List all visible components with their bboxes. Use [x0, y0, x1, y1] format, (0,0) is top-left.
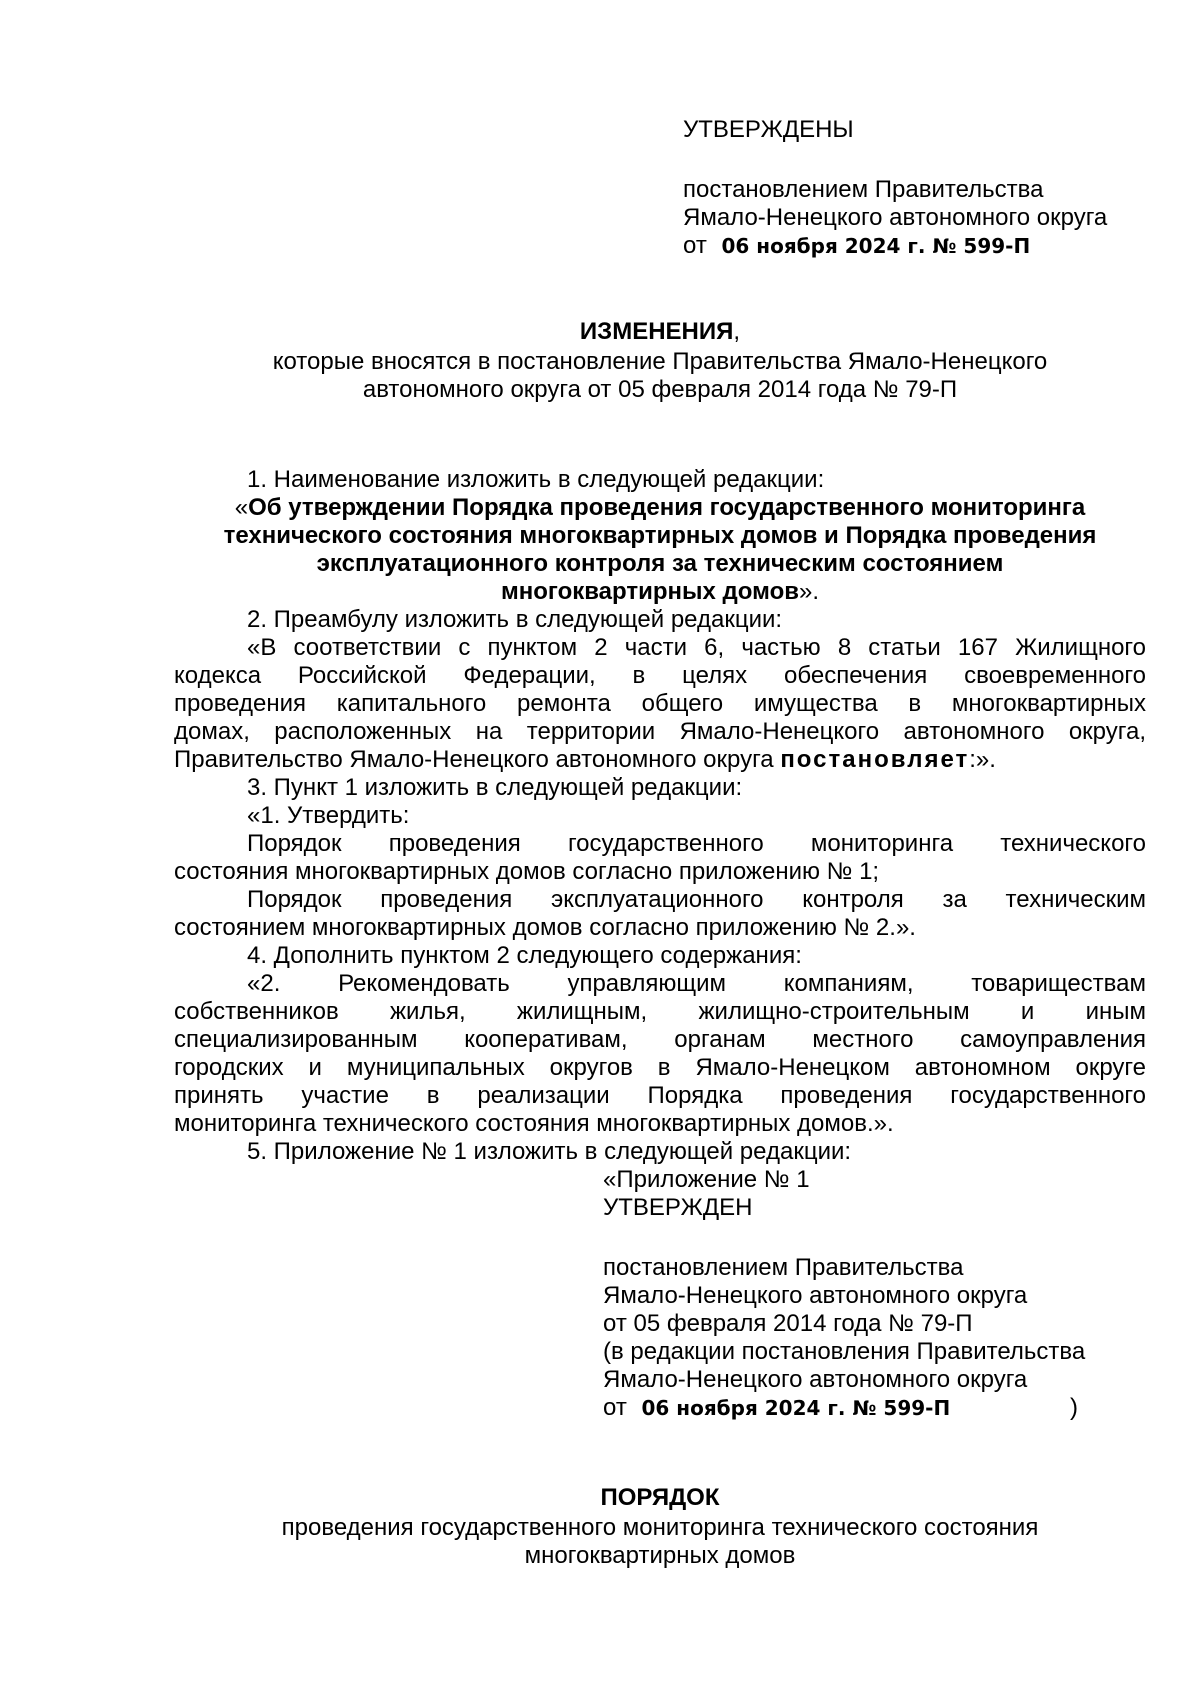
- item-3: 3. Пункт 1 изложить в следующей редакции:: [247, 774, 743, 801]
- order-subtitle: проведения государственного мониторинга технического состояния: [281, 1514, 1039, 1541]
- item-3-text: состояния многоквартирных домов согласно приложению № 1;: [174, 858, 880, 885]
- appendix-date-stamp: 06 ноября 2024 г. № 599-П: [641, 1396, 951, 1420]
- appendix-date-prefix: от: [603, 1394, 627, 1421]
- item-2-text: кодекса Российской Федерации, в целях обеспечения своевременного: [174, 662, 1146, 689]
- item-3-text: Порядок проведения государственного мониторинга технического: [247, 830, 1146, 857]
- approval-heading: УТВЕРЖДЕНЫ: [683, 116, 854, 143]
- appendix-line: (в редакции постановления Правительства: [603, 1338, 1086, 1365]
- item-2-text: домах, расположенных на территории Ямало-Ненецкого автономного округа,: [174, 718, 1146, 745]
- item-3-text: «1. Утвердить:: [247, 802, 410, 829]
- item-5: 5. Приложение № 1 изложить в следующей редакции:: [247, 1138, 852, 1165]
- item-4-text: специализированным кооперативам, органам местного самоуправления: [174, 1026, 1146, 1053]
- document-subtitle: которые вносятся в постановление Правительства Ямало-Ненецкого: [272, 348, 1048, 375]
- appendix-line: «Приложение № 1: [603, 1166, 810, 1193]
- item-1: 1. Наименование изложить в следующей редакции:: [247, 466, 825, 493]
- appendix-line: от 05 февраля 2014 года № 79-П: [603, 1310, 973, 1337]
- item-4-text: мониторинга технического состояния многоквартирных домов.».: [174, 1110, 894, 1137]
- item-2-text: проведения капитального ремонта общего имущества в многоквартирных: [174, 690, 1146, 717]
- item-4-text: «2. Рекомендовать управляющим компаниям, товариществам: [247, 970, 1146, 997]
- approval-date-prefix: от: [683, 232, 707, 259]
- item-4-text: собственников жилья, жилищным, жилищно-строительным и иным: [174, 998, 1146, 1025]
- item-3-text: состоянием многоквартирных домов согласно приложению № 2.».: [174, 914, 916, 941]
- approval-date-stamp: 06 ноября 2024 г. № 599-П: [721, 234, 1031, 258]
- item-1-name: многоквартирных домов».: [500, 578, 819, 605]
- appendix-line: Ямало-Ненецкого автономного округа: [603, 1282, 1028, 1309]
- appendix-line: постановлением Правительства: [603, 1254, 964, 1281]
- document-title: ИЗМЕНЕНИЯ,: [579, 318, 741, 345]
- item-1-name: эксплуатационного контроля за техническим состоянием: [316, 550, 1004, 577]
- item-2: 2. Преамбулу изложить в следующей редакции:: [247, 606, 783, 633]
- item-2-text: «В соответствии с пунктом 2 части 6, частью 8 статьи 167 Жилищного: [247, 634, 1146, 661]
- approval-line: постановлением Правительства: [683, 176, 1044, 203]
- item-2-text: Правительство Ямало-Ненецкого автономного округа постановляет:».: [174, 746, 996, 773]
- item-1-name: технического состояния многоквартирных домов и Порядка проведения: [223, 522, 1097, 549]
- item-4-text: принять участие в реализации Порядка проведения государственного: [174, 1082, 1146, 1109]
- item-4: 4. Дополнить пунктом 2 следующего содержания:: [247, 942, 802, 969]
- document-subtitle: автономного округа от 05 февраля 2014 года № 79-П: [362, 376, 958, 403]
- item-1-name: «Об утверждении Порядка проведения государственного мониторинга: [234, 494, 1086, 521]
- appendix-close-paren: ): [1070, 1394, 1078, 1421]
- appendix-line: УТВЕРЖДЕН: [603, 1194, 753, 1221]
- order-title: ПОРЯДОК: [600, 1484, 720, 1511]
- item-4-text: городских и муниципальных округов в Ямало-Ненецком автономном округе: [174, 1054, 1146, 1081]
- appendix-line: Ямало-Ненецкого автономного округа: [603, 1366, 1028, 1393]
- order-subtitle: многоквартирных домов: [524, 1542, 796, 1569]
- appendix-date-line: [603, 1394, 950, 1422]
- item-3-text: Порядок проведения эксплуатационного контроля за техническим: [247, 886, 1146, 913]
- approval-date-line: [683, 232, 1030, 260]
- approval-line: Ямало-Ненецкого автономного округа: [683, 204, 1108, 231]
